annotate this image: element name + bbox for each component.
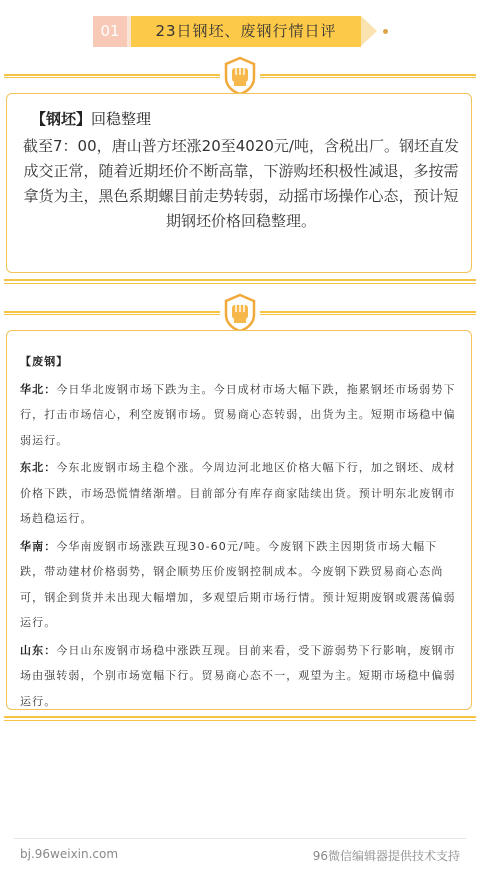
billet-card — [6, 93, 472, 273]
fist-badge-icon — [220, 293, 260, 333]
region-text: 今日山东废钢市场稳中涨跌互现。目前来看，受下游弱势下行影响，废钢市场由强转弱，个别市场宽幅下行。贸易商心态不一，观望为主。短期市场稳中偏弱运行。 — [20, 643, 456, 708]
region-text: 今日华北废钢市场下跌为主。今日成材市场大幅下跌，拖累钢坯市场弱势下行，打击市场信心，利空废钢市场。贸易商心态转弱，出货为主。短期市场稳中偏弱运行。 — [20, 382, 456, 447]
billet-heading — [31, 108, 151, 129]
footer-divider — [14, 838, 466, 839]
region-text: 今东北废钢市场主稳个涨。今周边河北地区价格大幅下行，加之钢坯、成材价格下跌，市场恐慌情绪渐增。目前部分有库存商家陆续出货。预计明东北废钢市场趋稳运行。 — [20, 461, 456, 525]
fist-badge-icon — [220, 56, 260, 96]
billet-label: 【钢坯】 — [31, 110, 92, 128]
ribbon-dot — [383, 29, 388, 34]
section-rule — [4, 279, 476, 284]
divider-middle — [4, 293, 476, 333]
region-shandong — [20, 638, 460, 715]
region-name: 华北： — [20, 382, 57, 396]
scrap-card — [6, 330, 472, 710]
scrap-label: 【废钢】 — [20, 355, 69, 368]
footer-credit: 96微信编辑器提供技术支持 — [312, 849, 460, 863]
region-name: 华南： — [20, 539, 57, 553]
scrap-content — [20, 349, 460, 716]
ribbon-arrow — [361, 16, 377, 46]
region-text: 今华南废钢市场涨跌互现30-60元/吨。今废钢下跌主因期货市场大幅下跌，带动建材价格弱势，钢企顺势压价废钢控制成本。今废钢下跌贸易商心态尚可，钢企到货并未出现大幅增加，多观望后期市场行情。预计短期废钢或震荡偏弱运行。 — [20, 539, 456, 629]
region-dongbei — [20, 455, 460, 532]
billet-paragraph: 截至7：00，唐山普方坯涨20至4020元/吨，含税出厂。钢坯直发成交正常，随着近期坯价不断高靠，下游购坯积极性减退，多按需拿货为主，黑色系期螺目前走势转弱，动摇市场操作心态，预计短期钢坯价格回稳整理。 — [23, 137, 459, 230]
region-huabei — [20, 377, 460, 454]
footer-site-link[interactable]: bj.96weixin.com — [20, 847, 119, 861]
divider-top — [4, 56, 476, 96]
section-header-ribbon — [93, 16, 389, 47]
section-title: 23日钢坯、废钢行情日评 — [131, 16, 361, 47]
section-number: 01 — [93, 16, 127, 47]
billet-subtitle: 回稳整理 — [91, 110, 152, 128]
section-rule — [4, 716, 476, 721]
region-name: 东北： — [20, 461, 57, 474]
region-huanan — [20, 534, 460, 636]
region-name: 山东： — [20, 643, 57, 657]
